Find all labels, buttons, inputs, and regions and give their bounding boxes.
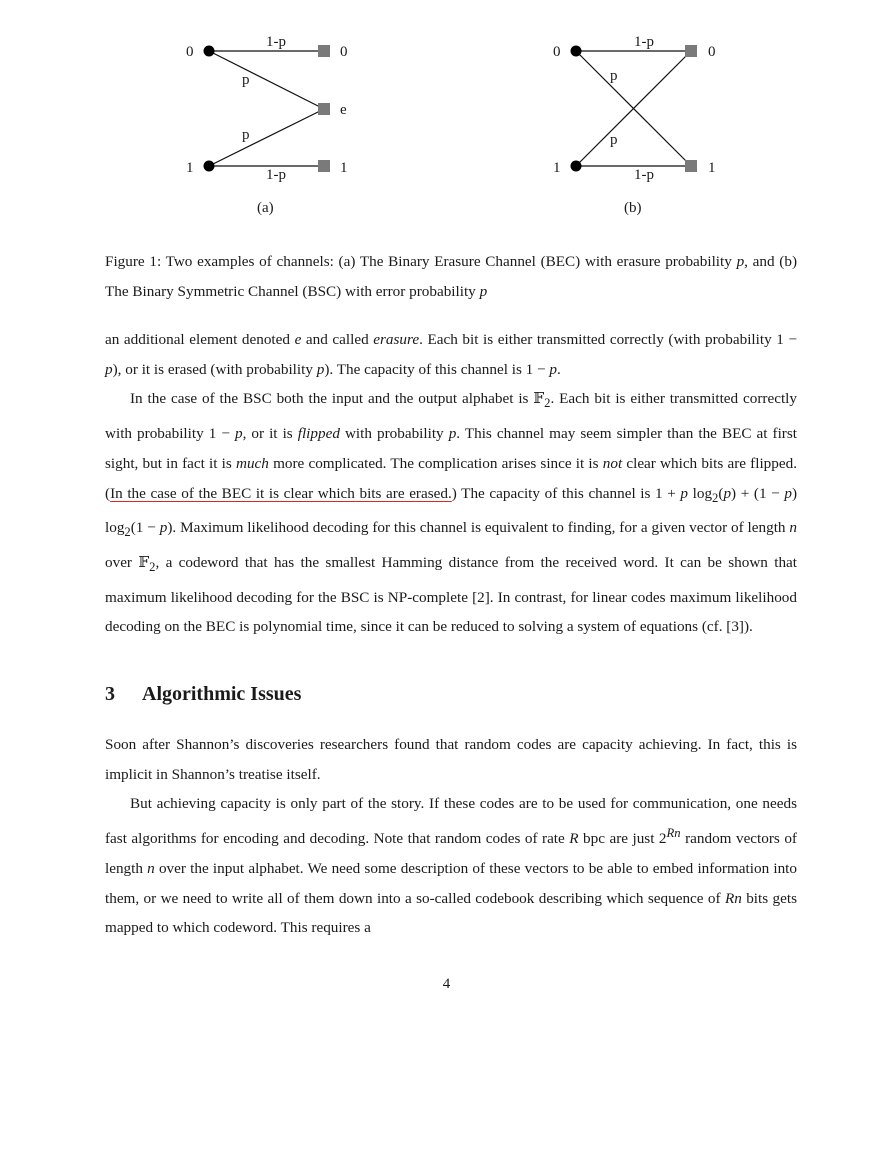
paragraph-capacity: But achieving capacity is only part of the story. If these codes are to be used for communication, one needs fast algorithms for encoding and decoding. Note that random codes of rate R bpc are just $2^{Rn}$ random vectors of length n over the input alphabet. We need some description of these vectors to be able to embed information into them, or we need to write all of them down into a so-called codebook describing which sequence of Rn bits gets mapped to which codeword. This requires a [105, 795, 797, 937]
bsc-upper-p-label: p [610, 68, 618, 84]
bec-output-node-1 [318, 160, 330, 172]
section-number: 3 [105, 683, 115, 705]
bec-output-node-e [318, 103, 330, 115]
body-text-lower [105, 730, 797, 943]
bec-bottom-prob-label: 1-p [266, 167, 286, 183]
bsc-output-node-0 [685, 45, 697, 57]
highlighted-sentence: In the case of the BEC it is clear which bits are erased. [110, 484, 452, 502]
bec-input-node-1 [204, 161, 215, 172]
bsc-input-node-1 [571, 161, 582, 172]
bsc-lower-p-label: p [610, 132, 618, 148]
bsc-bottom-prob-label: 1-p [634, 167, 654, 183]
bsc-output-label-0: 0 [708, 44, 716, 60]
page-number: 4 [442, 976, 451, 992]
bec-input-node-0 [204, 46, 215, 57]
bsc-input-label-1: 1 [553, 160, 561, 176]
paragraph-bsc: In the case of the BSC both the input and the output alphabet is 𝔽$_2$. Each bit is either transmitted correctly with probability 1 − p, or it is flipped with probability p. This channel may seem simpler than the BEC at first sight, but in fact it is much more complicated. The complication arises since it is not clear which bits are flipped. (In the case of the BEC it is clear which bits are erased.) The capacity of this channel is 1 + p $\log_2(p) + (1 - p) \log_2(1 - p)$. Maximum likelihood decoding for this channel is equivalent to finding, for a given vector of length n over 𝔽$_2$, a codeword that has the smallest Hamming distance from the received word. It can be shown that maximum likelihood decoding for the BSC is NP-complete [2]. In contrast, for linear codes maximum likelihood decoding on the BEC is polynomial time, since it can be reduced to solving a system of equations (cf. [3]). [105, 390, 798, 636]
bsc-diagram [553, 34, 716, 216]
bec-input-label-1: 1 [186, 160, 194, 176]
bec-lower-p-label: p [242, 127, 250, 143]
paragraph-random-codes: Soon after Shannon’s discoveries researchers found that random codes are capacity achieving. In fact, this is implicit in Shannon’s treatise itself. [105, 736, 797, 783]
channel-figure [0, 0, 893, 230]
bec-top-prob-label: 1-p [266, 34, 286, 50]
bsc-output-label-1: 1 [708, 160, 716, 176]
section-title: Algorithmic Issues [142, 683, 302, 705]
bec-upper-p-label: p [242, 72, 250, 88]
figure-caption: Figure 1: Two examples of channels: (a) The Binary Erasure Channel (BEC) with erasure probability p, and (b) The Binary Symmetric Channel (BSC) with error probability p [105, 253, 797, 300]
bec-input-label-0: 0 [186, 44, 194, 60]
bec-output-label-1: 1 [340, 160, 348, 176]
bec-sublabel: (a) [257, 200, 274, 216]
bec-output-label-0: 0 [340, 44, 348, 60]
bec-output-label-e: e [340, 102, 347, 118]
bsc-top-prob-label: 1-p [634, 34, 654, 50]
bsc-output-node-1 [685, 160, 697, 172]
bec-diagram [186, 34, 348, 216]
body-text-upper [105, 325, 797, 642]
bec-edge-1-e [209, 109, 324, 166]
bsc-input-node-0 [571, 46, 582, 57]
section-heading [105, 683, 301, 706]
bec-edge-0-e [209, 51, 324, 109]
bec-output-node-0 [318, 45, 330, 57]
paragraph-erasure: an additional element denoted e and called erasure. Each bit is either transmitted correctly (with probability 1 − p), or it is erased (with probability p). The capacity of this channel is 1 − p. [105, 331, 798, 378]
bsc-sublabel: (b) [624, 200, 642, 216]
bsc-input-label-0: 0 [553, 44, 561, 60]
